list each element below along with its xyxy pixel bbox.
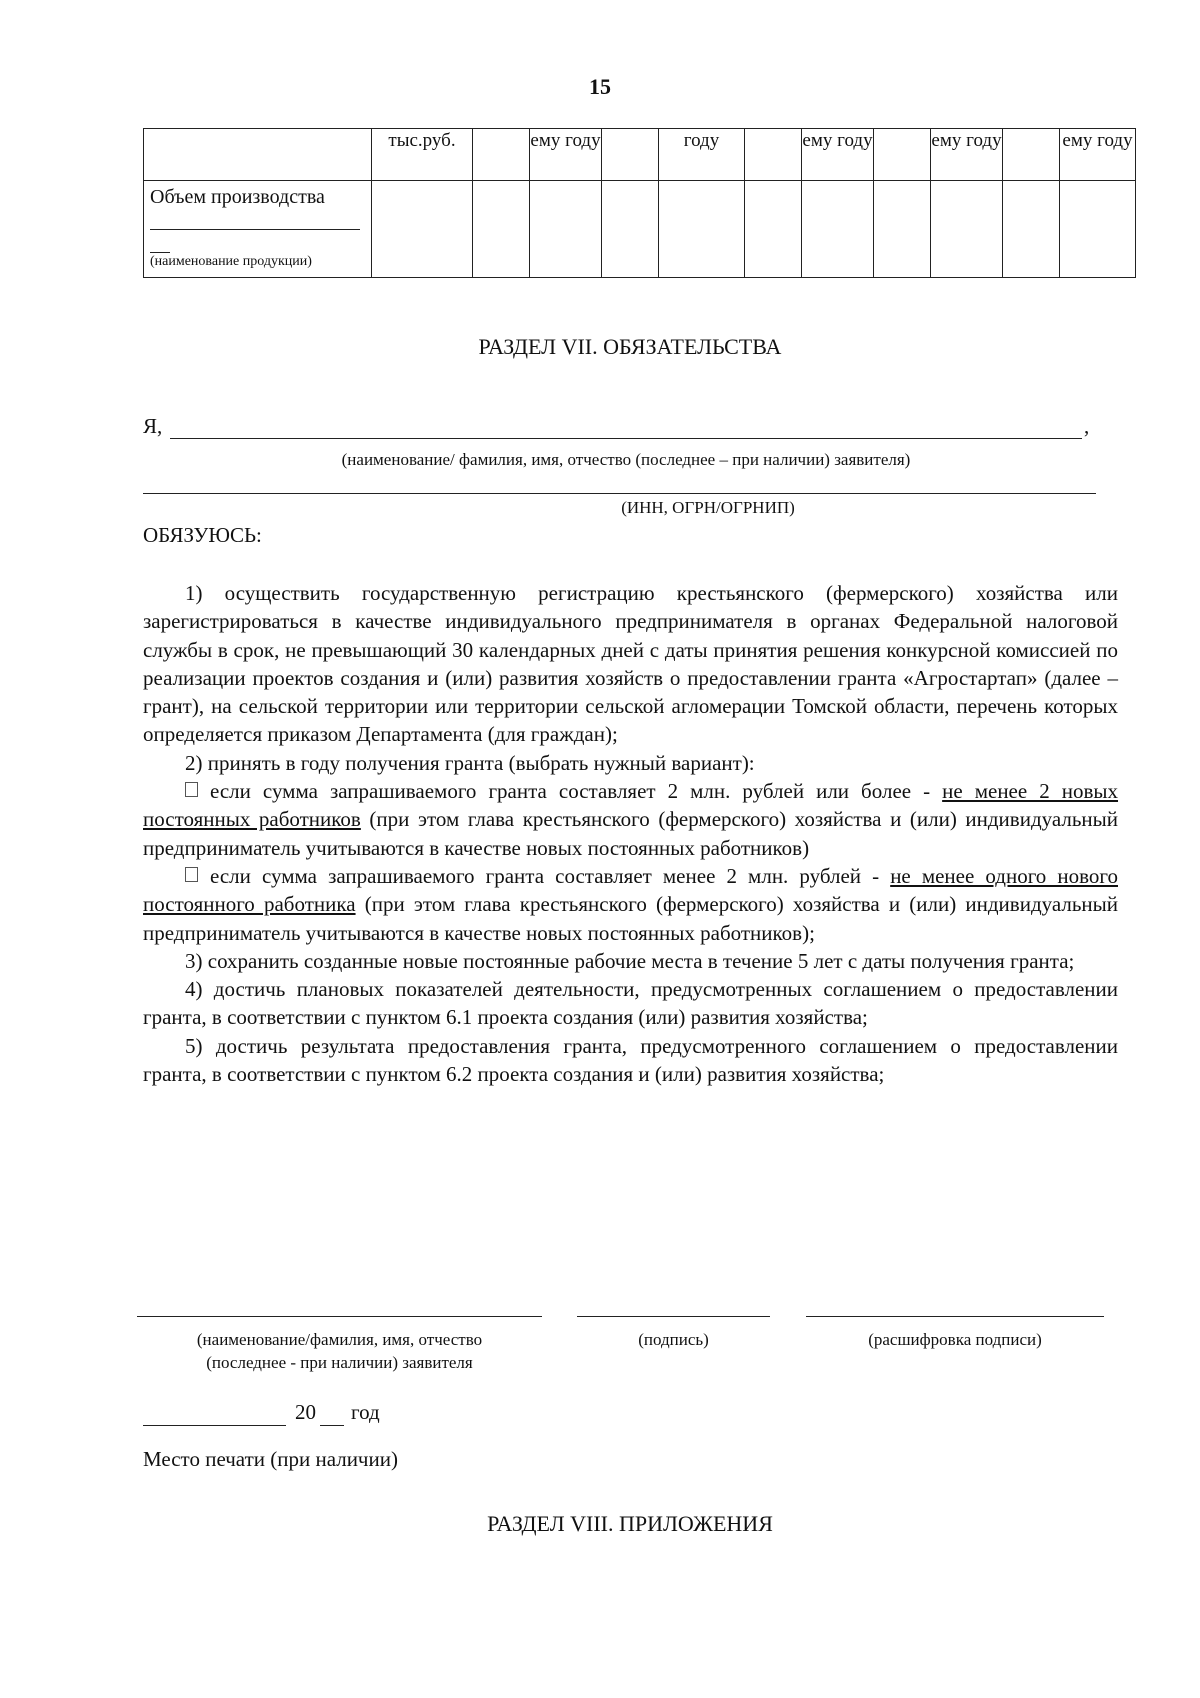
signature-decode-line[interactable] bbox=[806, 1316, 1104, 1317]
option-1: если сумма запрашиваемого гранта составляет 2 млн. рублей или более - не менее 2 новых постоянных работников (при этом глава крестьянского (фермерского) хозяйства и (или) индивидуальный предприниматель учитываются в качестве новых постоянных работников) bbox=[143, 779, 1119, 860]
table-row bbox=[144, 181, 1136, 278]
inn-line[interactable] bbox=[143, 493, 1096, 494]
option-2: если сумма запрашиваемого гранта составляет менее 2 млн. рублей - не менее одного нового постоянного работника (при этом глава крестьянского (фермерского) хозяйства и (или) индивидуальный предприниматель учитываются в качестве новых постоянных работников); bbox=[143, 863, 1118, 945]
i-label: Я, bbox=[143, 414, 163, 438]
signature-line[interactable] bbox=[577, 1316, 770, 1317]
table-cell[interactable] bbox=[602, 181, 659, 278]
table-cell[interactable] bbox=[1003, 181, 1060, 278]
obligation-2: 2) принять в году получения гранта (выбрать нужный вариант): bbox=[185, 750, 755, 775]
product-name-line[interactable] bbox=[150, 209, 360, 230]
stamp-place: Место печати (при наличии) bbox=[143, 1447, 398, 1471]
signature-name-line[interactable] bbox=[137, 1316, 542, 1317]
year-line[interactable] bbox=[320, 1425, 344, 1426]
table-cell[interactable] bbox=[874, 181, 931, 278]
table-cell[interactable] bbox=[530, 181, 602, 278]
obligation-5: 5) достичь результата предоставления гранта, предусмотренного соглашением о предоставлении гранта, в соответствии с пунктом 6.2 проекта создания и (или) развития хозяйства; bbox=[143, 1033, 1118, 1087]
year-prefix: 20 bbox=[295, 1400, 316, 1424]
option-1-checkbox[interactable] bbox=[185, 782, 198, 797]
commit-heading: ОБЯЗУЮСЬ: bbox=[143, 523, 262, 547]
inn-hint: (ИНН, ОГРН/ОГРНИП) bbox=[621, 498, 795, 517]
obligation-4: 4) достичь плановых показателей деятельности, предусмотренных соглашением о предоставлении гранта, в соответствии с пунктом 6.1 проекта создания (или) развития хозяйства; bbox=[143, 977, 1118, 1030]
table-cell: ему году bbox=[802, 129, 874, 181]
comma: , bbox=[1084, 414, 1090, 438]
section-8-title: РАЗДЕЛ VIII. ПРИЛОЖЕНИЯ bbox=[487, 1511, 773, 1536]
row-label: Объем производства bbox=[150, 186, 325, 208]
table-cell[interactable] bbox=[473, 181, 530, 278]
section-7-title: РАЗДЕЛ VII. ОБЯЗАТЕЛЬСТВА bbox=[478, 334, 782, 359]
name-hint: (наименование/ фамилия, имя, отчество (последнее – при наличии) заявителя) bbox=[341, 450, 911, 469]
table-cell bbox=[473, 129, 530, 181]
table-cell bbox=[745, 129, 802, 181]
table-cell[interactable] bbox=[659, 181, 745, 278]
table-header-row bbox=[144, 129, 1136, 181]
table-cell bbox=[144, 129, 372, 181]
table-cell[interactable] bbox=[745, 181, 802, 278]
table-cell: ему году bbox=[530, 129, 602, 181]
obligation-1: 1) осуществить государственную регистрацию крестьянского (фермерского) хозяйства или зарегистрироваться в качестве индивидуального предпринимателя в органах Федеральной налоговой службы в срок, не превышающий 30 календарных дней с даты принятия решения конкурсной комиссией по реализации проектов создания и (или) развития хозяйств о предоставлении гранта «Агростартап» (далее – грант), на сельской территории или территории сельской агломерации Томской области, перечень которых определяется приказом Департамента (для граждан); bbox=[143, 581, 1118, 747]
option-2-checkbox[interactable] bbox=[185, 867, 198, 882]
table-cell[interactable] bbox=[802, 181, 874, 278]
page-number: 15 bbox=[589, 74, 611, 99]
year-suffix: год bbox=[351, 1400, 380, 1424]
signature-hint: (подпись) bbox=[638, 1330, 709, 1349]
table-cell: ему году bbox=[1060, 129, 1136, 181]
product-name-line-short bbox=[150, 230, 170, 253]
signature-decode-hint: (расшифровка подписи) bbox=[868, 1330, 1042, 1349]
table-cell bbox=[1003, 129, 1060, 181]
row-hint: (наименование продукции) bbox=[150, 254, 312, 269]
signature-name-hint: (наименование/фамилия, имя, отчество (последнее - при наличии) заявителя bbox=[196, 1330, 483, 1372]
date-line[interactable] bbox=[143, 1425, 286, 1426]
table-cell: тыс.руб. bbox=[372, 129, 473, 181]
production-table bbox=[143, 128, 1136, 278]
obligation-3: 3) сохранить созданные новые постоянные рабочие места в течение 5 лет с даты получения гранта; bbox=[185, 948, 1075, 973]
table-cell[interactable] bbox=[372, 181, 473, 278]
row-label-cell bbox=[144, 181, 372, 278]
table-cell: году bbox=[659, 129, 745, 181]
table-cell bbox=[874, 129, 931, 181]
table-cell bbox=[602, 129, 659, 181]
table-cell: ему году bbox=[931, 129, 1003, 181]
obligations-text bbox=[143, 579, 1118, 1088]
table-cell[interactable] bbox=[931, 181, 1003, 278]
table-cell[interactable] bbox=[1060, 181, 1136, 278]
applicant-name-line[interactable] bbox=[170, 438, 1082, 439]
